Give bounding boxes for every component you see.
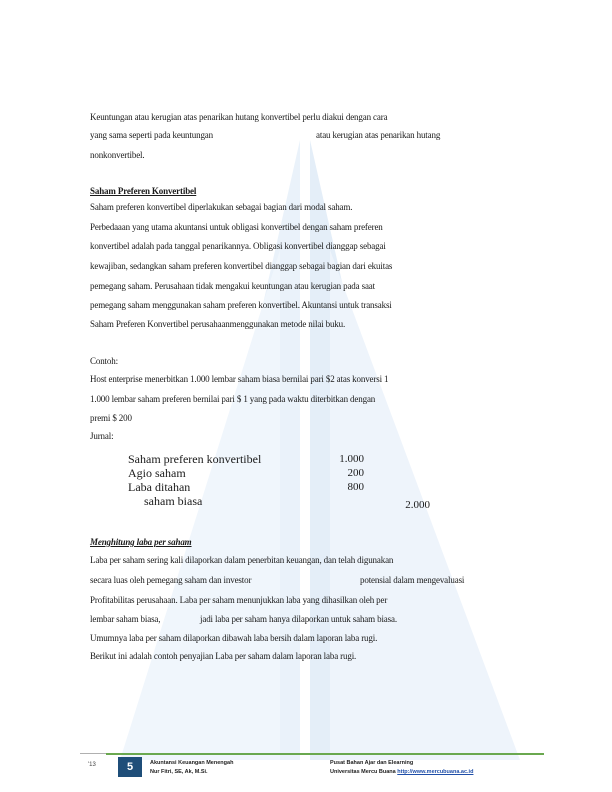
text-span: yang sama seperti pada keuntungan: [90, 130, 214, 140]
journal-account: Saham preferen konvertibel: [128, 452, 262, 466]
footer-year-mark: '13: [88, 762, 96, 768]
section-heading: Menghitung laba per saham: [90, 537, 192, 547]
text-line: Host enterprise menerbitkan 1.000 lembar saham biasa bernilai pari $2 atas konversi 1: [90, 374, 389, 384]
text-line: Saham Preferen Konvertibel perusahaanmenggunakan metode nilai buku.: [90, 319, 346, 329]
section-heading: Saham Preferen Konvertibel: [90, 186, 197, 196]
journal-credit: 2.000: [405, 499, 430, 511]
journal-account: saham biasa: [144, 494, 203, 508]
text-line: pemegang saham. Perusahaan tidak mengakui keuntungan atau kerugian pada saat: [90, 281, 375, 291]
text-line: kewajiban, sedangkan saham preferen konvertibel dianggap sebagai bagian dari ekuitas: [90, 261, 393, 271]
text-line: Contoh:: [90, 356, 118, 366]
text-line: nonkonvertibel.: [90, 150, 145, 160]
text-line: Laba per saham sering kali dilaporkan dalam penerbitan keuangan, dan telah digunakan: [90, 555, 394, 565]
footer-website-link[interactable]: http://www.mercubuana.ac.id: [397, 769, 474, 775]
footer-university-name: Universitas Mercu Buana: [330, 769, 396, 775]
journal-debit: 1.000: [339, 453, 364, 465]
text-span: atau kerugian atas penarikan hutang: [316, 130, 441, 140]
text-line: Keuntungan atau kerugian atas penarikan hutang konvertibel perlu diakui dengan cara: [90, 112, 388, 122]
text-line: [90, 575, 465, 586]
text-line: Perbedaaan yang utama akuntansi untuk obligasi konvertibel dengan saham preferen: [90, 222, 383, 232]
text-span: jadi laba per saham hanya dilaporkan untuk saham biasa.: [200, 614, 397, 624]
footer-course: Akuntansi Keuangan Menengah: [150, 760, 234, 766]
journal-debit: 800: [347, 481, 364, 493]
text-line: Jurnal:: [90, 431, 114, 441]
footer-divider-left: [80, 753, 106, 754]
footer-center: Pusat Bahan Ajar dan Elearning: [330, 760, 414, 766]
footer-university: [330, 768, 473, 776]
text-span: lembar saham biasa,: [90, 614, 161, 624]
text-line: Berikut ini adalah contoh penyajian Laba per saham dalam laporan laba rugi.: [90, 651, 357, 661]
footer-divider: [106, 753, 544, 755]
text-span: potensial dalam mengevaluasi: [360, 575, 465, 585]
text-span: secara luas oleh pemegang saham dan investor: [90, 575, 252, 585]
text-line: konvertibel adalah pada tanggal penarikannya. Obligasi konvertibel dianggap sebagai: [90, 241, 386, 251]
text-line: pemegang saham menggunakan saham preferen konvertibel. Akuntansi untuk transaksi: [90, 300, 392, 310]
text-line: [90, 130, 441, 141]
journal-account: Laba ditahan: [128, 480, 191, 494]
text-line: [90, 614, 397, 625]
text-line: 1.000 lembar saham preferen bernilai pari $ 1 yang pada waktu diterbitkan dengan: [90, 394, 376, 404]
text-line: Umumnya laba per saham dilaporkan dibawah laba bersih dalam laporan laba rugi.: [90, 633, 378, 643]
journal-debit: 200: [347, 467, 364, 479]
text-line: Profitabilitas perusahaan. Laba per saham menunjukkan laba yang dihasilkan oleh per: [90, 595, 388, 605]
text-line: premi $ 200: [90, 413, 132, 423]
journal-account: Agio saham: [128, 466, 186, 480]
footer-author: Nur Fitri, SE, Ak, M.Si.: [150, 769, 208, 775]
text-line: Saham preferen konvertibel diperlakukan sebagai bagian dari modal saham.: [90, 202, 353, 212]
page-number: 5: [118, 757, 142, 777]
